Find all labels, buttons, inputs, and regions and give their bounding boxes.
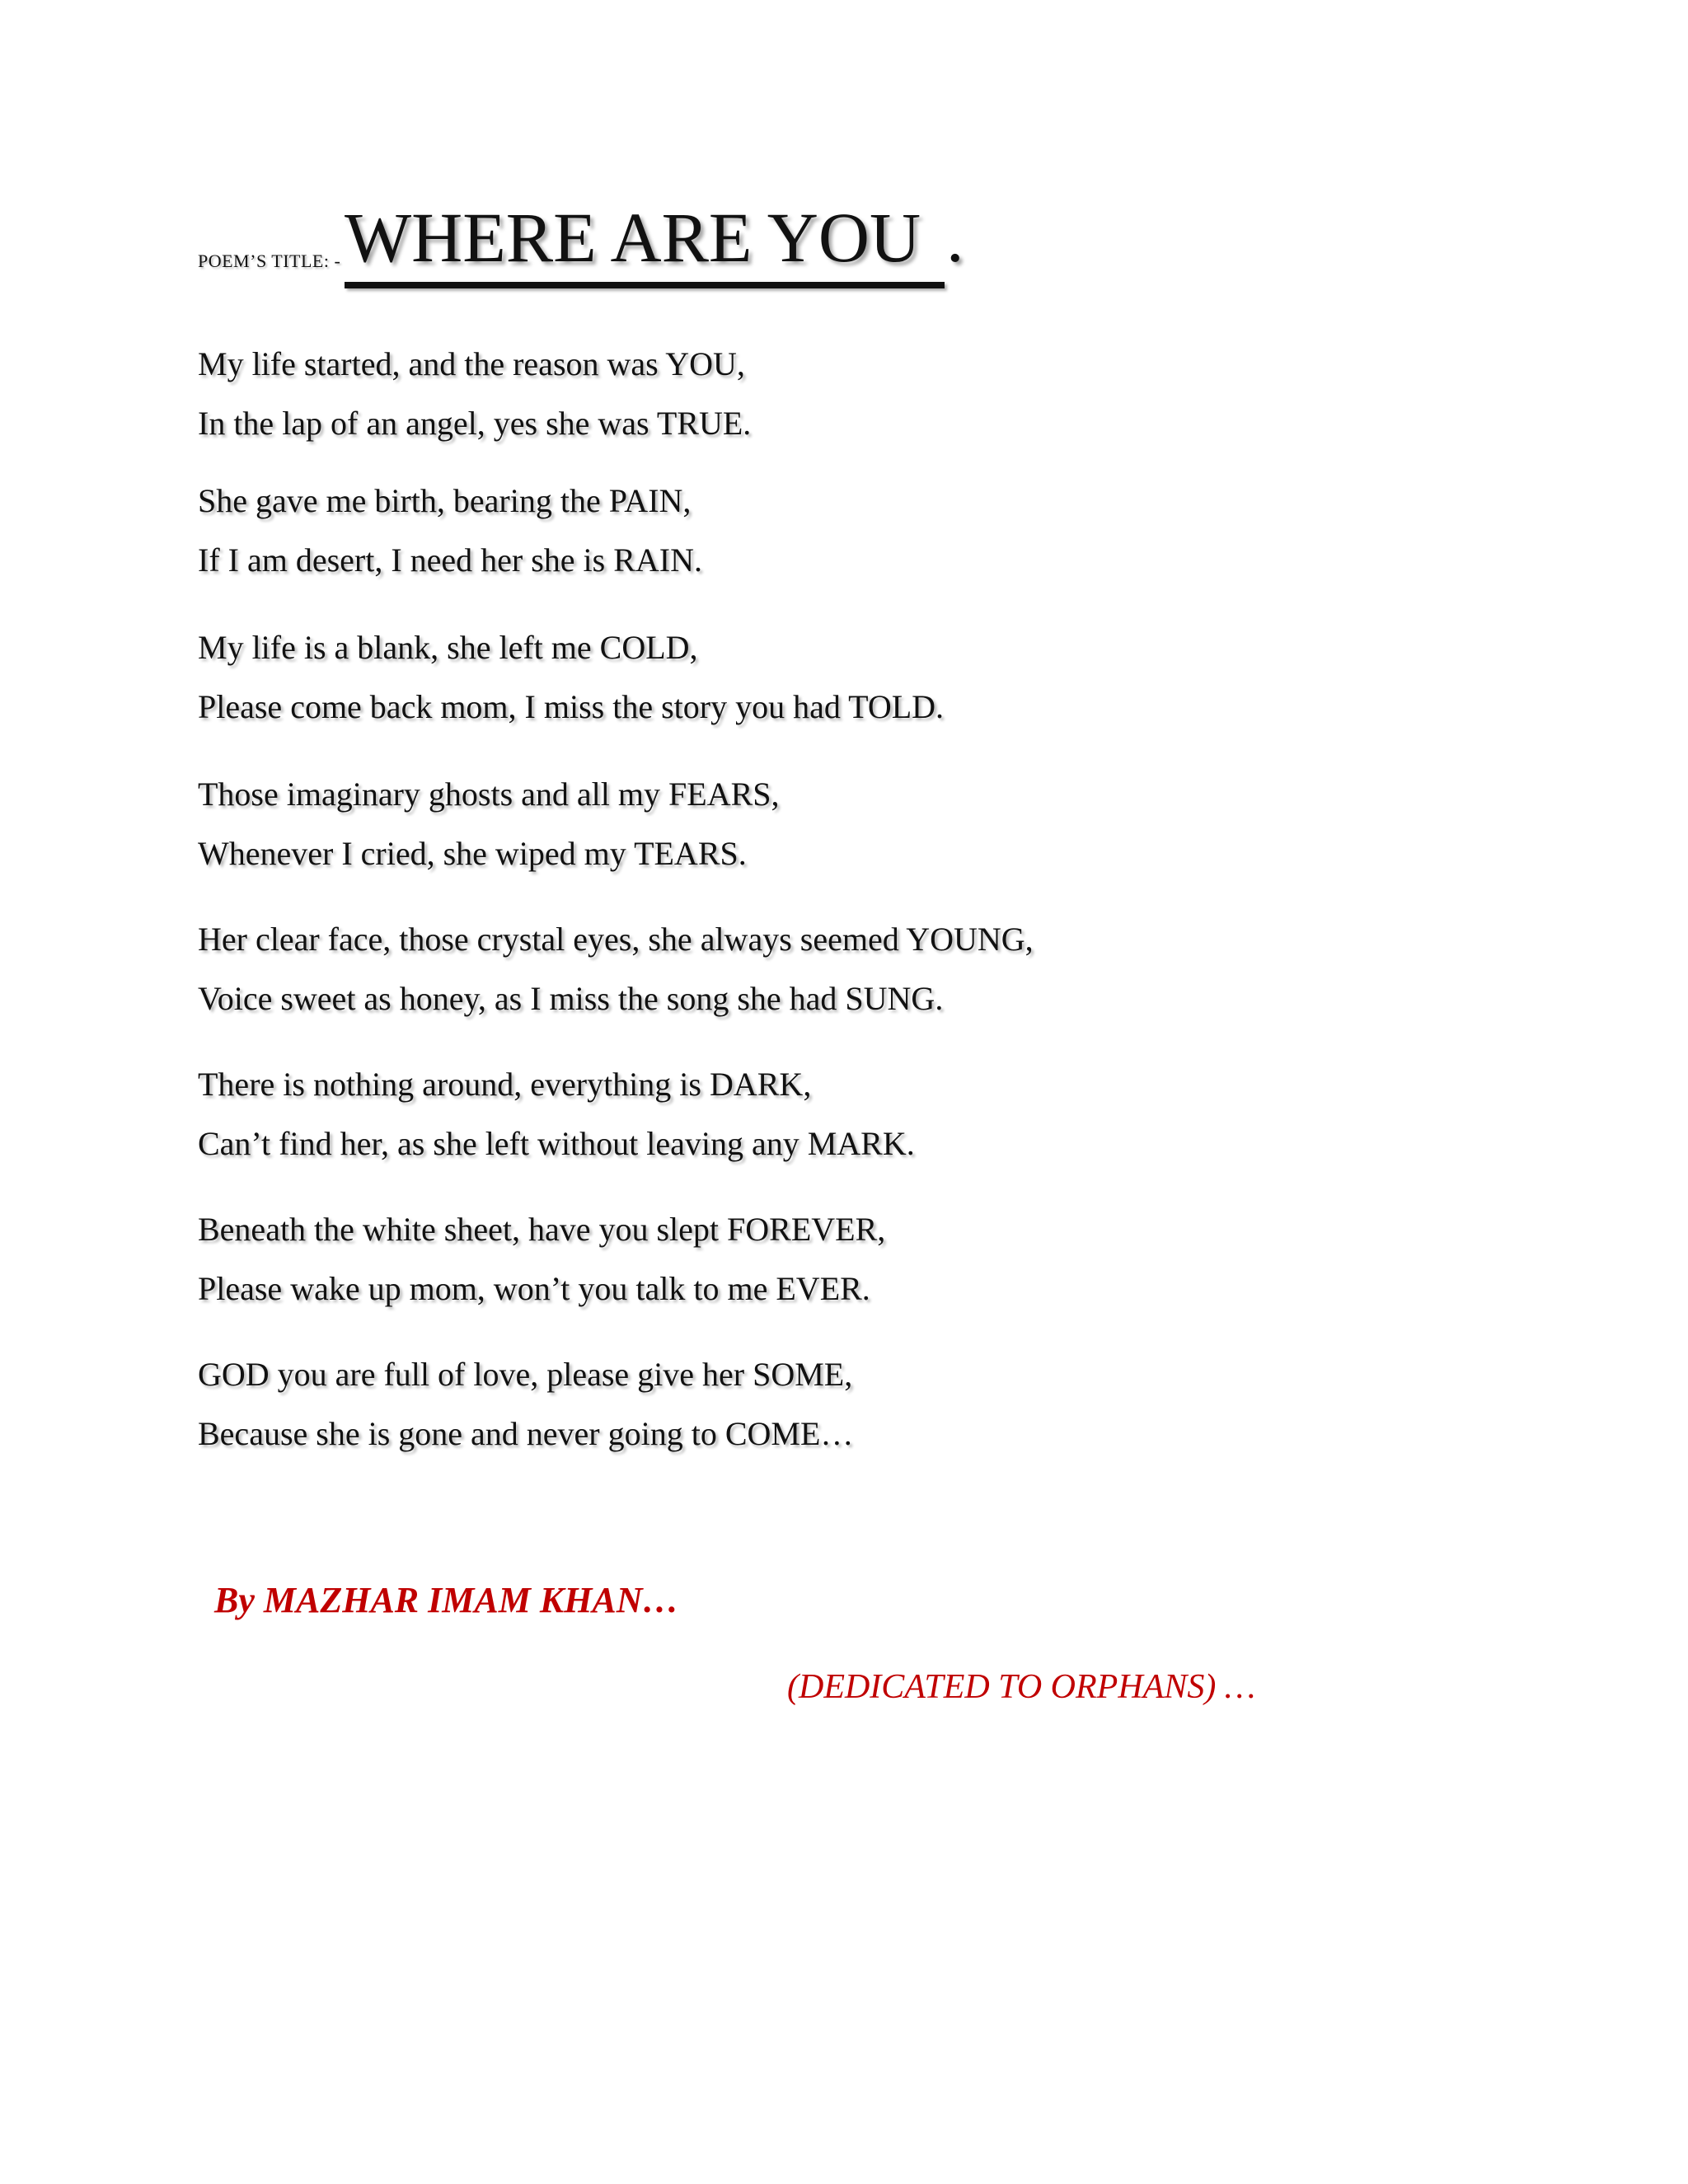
poem-line: In the lap of an angel, yes she was TRUE. — [198, 405, 752, 442]
stanza-5 — [198, 910, 1434, 1029]
stanza-6 — [198, 1055, 1434, 1174]
poem-line: Her clear face, those crystal eyes, she always seemed YOUNG, — [198, 921, 1034, 958]
poem-line: If I am desert, I need her she is RAIN. — [198, 541, 703, 579]
poem-title-text: WHERE ARE YOU — [345, 198, 921, 277]
stanza-4 — [198, 765, 1434, 883]
poem-line: There is nothing around, everything is DARK, — [198, 1066, 812, 1103]
stanza-7 — [198, 1200, 1434, 1319]
poem-line: Those imaginary ghosts and all my FEARS, — [198, 776, 780, 813]
poem-line: Please come back mom, I miss the story you had TOLD. — [198, 688, 945, 725]
poem-line: She gave me birth, bearing the PAIN, — [198, 482, 692, 519]
poem-line: Whenever I cried, she wiped my TEARS. — [198, 835, 747, 872]
poem-line: Beneath the white sheet, have you slept FOREVER, — [198, 1211, 886, 1248]
poem-line: Can’t find her, as she left without leaving any MARK. — [198, 1125, 915, 1162]
poem-line: Voice sweet as honey, as I miss the song she had SUNG. — [198, 980, 944, 1017]
stanza-1 — [198, 335, 1434, 453]
stanza-3 — [198, 618, 1434, 737]
author-signature: By MAZHAR IMAM KHAN… — [214, 1580, 679, 1620]
dedication-note: (DEDICATED TO ORPHANS) … — [787, 1668, 1256, 1706]
stanza-8 — [198, 1345, 1434, 1464]
poem-line: Please wake up mom, won’t you talk to me EVER. — [198, 1270, 870, 1307]
poem-line: Because she is gone and never going to COME… — [198, 1415, 854, 1452]
title-underline — [345, 282, 945, 288]
stanza-2 — [198, 471, 1434, 590]
poem-title-prefix: POEM’S TITLE: - — [198, 251, 341, 271]
poem-line: My life is a blank, she left me COLD, — [198, 629, 698, 666]
poem-line: GOD you are full of love, please give her SOME, — [198, 1356, 853, 1393]
poem-line: My life started, and the reason was YOU, — [198, 345, 745, 382]
poem-title-period: . — [946, 198, 964, 277]
